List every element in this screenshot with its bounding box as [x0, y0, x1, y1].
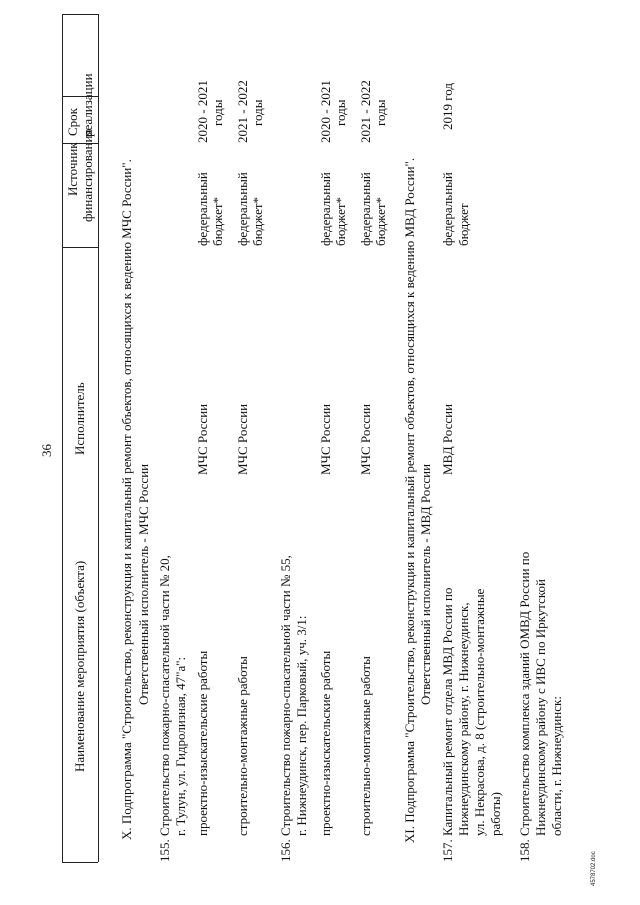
row-156-sub1-term2: годы	[333, 99, 348, 126]
row-156-sub1-fin1: федеральный	[318, 172, 333, 246]
row-155-sub2-executor: МЧС России	[235, 403, 250, 475]
table-top-border	[62, 14, 98, 15]
row-155-sub2-fin1: федеральный	[235, 172, 250, 246]
row-157-fin1: федеральный	[440, 172, 455, 246]
row-155-sub1-fin1: федеральный	[195, 172, 210, 246]
row-156-sub2-executor: МЧС России	[358, 403, 373, 475]
row-157-title-line1: Капитальный ремонт отдела МВД России по	[440, 587, 455, 836]
section-xi-title: XI. Подпрограмма "Строительство, реконструкция и капитальный ремонт объектов, относящихся к ведению МВД России".	[402, 157, 417, 843]
row-156-sub2-term2: годы	[373, 99, 388, 126]
row-156-sub1-executor: МЧС России	[318, 403, 333, 475]
header-source-line1: Источник	[65, 142, 80, 196]
row-157-title-line2: Нижнеудинскому району, г. Нижнеудинск,	[456, 602, 471, 836]
row-155-sub2-name: строительно-монтажные работы	[235, 656, 250, 836]
row-156-title-line1: Строительство пожарно-спасательной части № 55,	[278, 555, 293, 836]
header-bottom-border	[98, 14, 99, 862]
document-filename: 4578702.doc	[591, 851, 597, 886]
row-155-sub2-term2: годы	[250, 99, 265, 126]
row-155-number: 155.	[157, 839, 172, 862]
row-158-title-line3: области, г. Нижнеудинск:	[549, 696, 564, 836]
row-155-sub1-term1: 2020 - 2021	[195, 80, 210, 143]
row-156-sub2-term1: 2021 - 2022	[358, 80, 373, 143]
header-term-line1: Срок	[65, 108, 80, 136]
row-156-number: 156.	[278, 839, 293, 862]
header-term-line2: реализации	[80, 73, 95, 137]
row-156-sub1-name: проектно-изыскательские работы	[318, 650, 333, 836]
row-158-title-line1: Строительство комплекса зданий ОМВД России по	[517, 551, 532, 836]
row-155-sub1-name: проектно-изыскательские работы	[195, 650, 210, 836]
row-158-title-line2: Нижнеудинскому району с ИВС по Иркутской	[533, 579, 548, 836]
row-157-term: 2019 год	[440, 83, 455, 130]
row-155-sub1-term2: годы	[210, 99, 225, 126]
col-divider-1	[62, 247, 98, 248]
row-156-sub2-fin2: бюджет*	[373, 196, 388, 246]
row-155-title-line2: г. Тулун, ул. Гидролизная, 47"а":	[173, 656, 188, 836]
row-158-number: 158.	[517, 839, 532, 862]
row-157-number: 157.	[440, 839, 455, 862]
header-executor-column: Исполнитель	[72, 382, 87, 455]
row-157-title-line3: ул. Некрасова, д. 8 (строительно-монтажные	[472, 588, 487, 836]
row-155-sub2-term1: 2021 - 2022	[235, 80, 250, 143]
row-156-sub1-fin2: бюджет*	[333, 196, 348, 246]
section-xi-responsible: Ответственный исполнитель - МВД России	[418, 463, 433, 705]
page-number: 36	[39, 444, 54, 457]
row-157-title-line4: работы)	[488, 792, 503, 836]
header-name-column: Наименование мероприятия (объекта)	[72, 560, 87, 772]
row-156-sub2-name: строительно-монтажные работы	[358, 656, 373, 836]
row-155-title-line1: Строительство пожарно-спасательной части № 20,	[157, 555, 172, 836]
section-x-title: X. Подпрограмма "Строительство, реконструкция и капитальный ремонт объектов, относящихся к ведению МЧС России".	[119, 159, 134, 840]
header-source-line2: финансирования	[80, 129, 95, 222]
table-left-border	[62, 14, 63, 862]
row-156-title-line2: г. Нижнеудинск, пер. Парковый, уч. 3/1:	[294, 615, 309, 836]
row-155-sub2-fin2: бюджет*	[250, 196, 265, 246]
row-155-sub1-executor: МЧС России	[195, 403, 210, 475]
row-157-fin2: бюджет	[456, 203, 471, 246]
section-x-responsible: Ответственный исполнитель - МЧС России	[136, 463, 151, 705]
row-155-sub1-fin2: бюджет*	[210, 196, 225, 246]
row-156-sub1-term1: 2020 - 2021	[318, 80, 333, 143]
table-bottom-border	[62, 862, 98, 863]
row-157-executor: МВД России	[440, 403, 455, 475]
row-156-sub2-fin1: федеральный	[358, 172, 373, 246]
